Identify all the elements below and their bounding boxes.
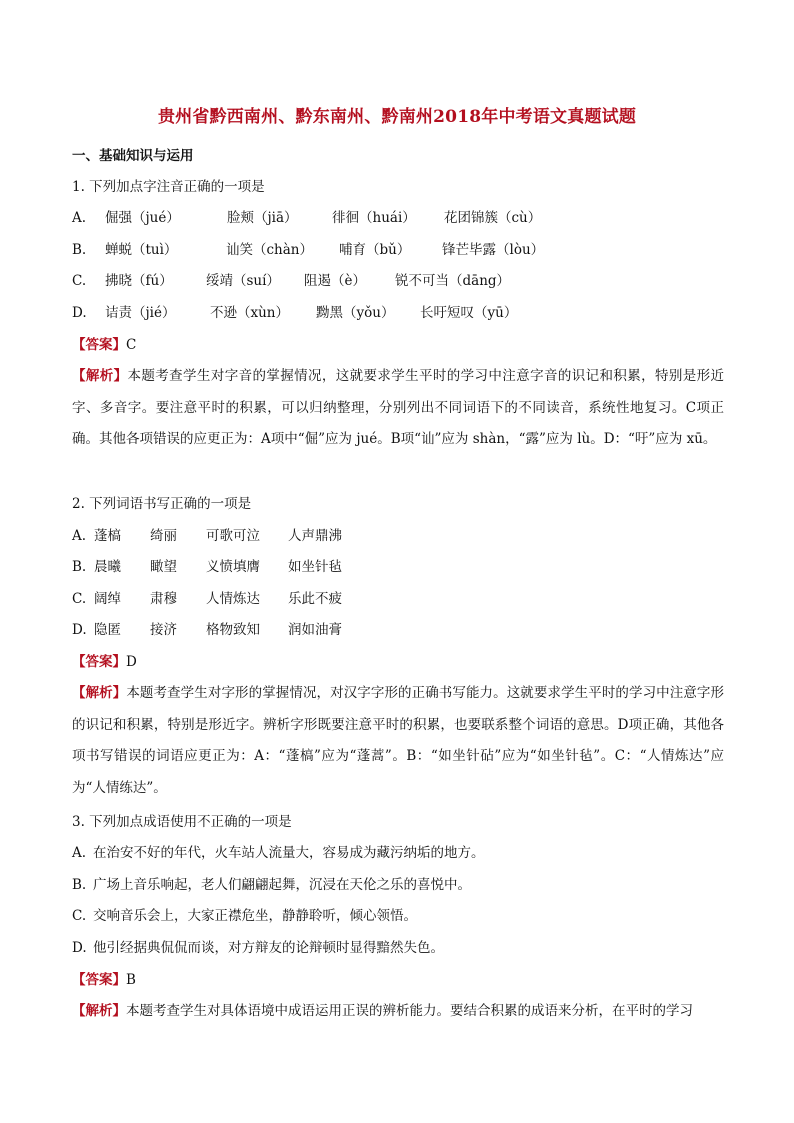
answer-value: C xyxy=(126,337,137,353)
question-3-option-b xyxy=(72,875,471,895)
question-3-analysis xyxy=(72,996,724,1028)
option-word: 蝉蜕（tuì） xyxy=(105,242,178,258)
option-word: 蓬槁 xyxy=(94,528,121,544)
answer-tag: 【答案】 xyxy=(72,337,126,353)
option-word: 哺育（bǔ） xyxy=(339,242,411,258)
analysis-tag: 【解析】 xyxy=(72,368,128,384)
option-word: 倔强（jué） xyxy=(105,210,180,226)
option-word: 锐不可当（dāng） xyxy=(395,273,511,289)
analysis-text: 本题考查学生对字形的掌握情况，对汉字字形的正确书写能力。这就要求学生平时的学习中注意字形的识记和积累，特别是形近字。辨析字形既要注意平时的积累，也要联系整个词语的意思。D项正确，其他各项书写错误的词语应更正为：A：“蓬槁”应为“蓬蒿”。B：“如坐针砧”应为“如坐针毡”。C：“人情炼达”应为“人情练达”。 xyxy=(72,685,725,796)
option-word: 义愤填膺 xyxy=(206,559,260,575)
option-word: 阔绰 xyxy=(94,591,121,607)
option-word: 脸颊（jiā） xyxy=(227,210,298,226)
question-2-answer xyxy=(72,652,137,672)
option-letter: B. xyxy=(72,559,87,575)
analysis-tag: 【解析】 xyxy=(72,1003,126,1019)
option-word: 长吁短叹（yū） xyxy=(420,305,518,321)
answer-value: B xyxy=(126,972,136,988)
question-1-answer xyxy=(72,335,136,355)
question-2-stem: 2. 下列词语书写正确的一项是 xyxy=(72,496,252,512)
question-3-answer xyxy=(72,970,136,990)
option-word: 肃穆 xyxy=(150,591,177,607)
option-word: 诘责（jié） xyxy=(105,305,176,321)
analysis-text: 本题考查学生对字音的掌握情况，这就要求学生平时的学习中注意字音的识记和积累，特别是形近字、多音字。要注意平时的积累，可以归纳整理，分别列出不同词语下的不同读音，系统性地复习。C项正确。其他各项错误的应更正为：A项中“倔”应为 jué。B项“讪”应为 shàn，“露”应为 lù。D：“吁”应为 xū。 xyxy=(72,368,725,447)
option-letter: A. xyxy=(72,210,87,226)
question-2-option-c xyxy=(72,589,342,609)
question-2-analysis xyxy=(72,678,724,804)
option-word: 人情炼达 xyxy=(206,591,260,607)
page-title: 贵州省黔西南州、黔东南州、黔南州2018年中考语文真题试题 xyxy=(157,107,637,127)
option-letter: D. xyxy=(72,940,87,956)
option-word: 锋芒毕露（lòu） xyxy=(442,242,545,258)
question-3-option-a xyxy=(72,843,485,863)
option-word: 接济 xyxy=(150,622,177,638)
option-letter: C. xyxy=(72,908,87,924)
question-2-option-b xyxy=(72,557,342,577)
question-1-stem: 1. 下列加点字注音正确的一项是 xyxy=(72,179,265,195)
option-word: 人声鼎沸 xyxy=(288,528,342,544)
question-3-stem: 3. 下列加点成语使用不正确的一项是 xyxy=(72,814,292,830)
option-letter: A. xyxy=(72,845,87,861)
option-word: 不逊（xùn） xyxy=(210,305,290,321)
option-word: 绮丽 xyxy=(150,528,177,544)
option-word: 瞰望 xyxy=(150,559,177,575)
question-2-option-a xyxy=(72,526,342,546)
option-word: 绥靖（suí） xyxy=(206,273,280,289)
option-text: 他引经据典侃侃而谈，对方辩友的论辩顿时显得黯然失色。 xyxy=(93,940,444,956)
option-letter: C. xyxy=(72,273,87,289)
option-word: 晨曦 xyxy=(94,559,121,575)
option-word: 隐匿 xyxy=(94,622,121,638)
section-heading: 一、基础知识与运用 xyxy=(72,148,194,164)
option-word: 可歌可泣 xyxy=(206,528,260,544)
option-word: 润如油膏 xyxy=(288,622,342,638)
option-word: 乐此不疲 xyxy=(288,591,342,607)
option-letter: D. xyxy=(72,622,87,638)
option-word: 徘徊（huái） xyxy=(332,210,416,226)
option-letter: D. xyxy=(72,305,87,321)
option-word: 花团锦簇（cù） xyxy=(444,210,542,226)
question-1-analysis xyxy=(72,361,724,456)
question-1-option-b xyxy=(72,240,544,260)
option-word: 格物致知 xyxy=(206,622,260,638)
option-word: 如坐针毡 xyxy=(288,559,342,575)
option-word: 黝黑（yǒu） xyxy=(316,305,395,321)
question-2-option-d xyxy=(72,620,342,640)
option-text: 在治安不好的年代，火车站人流量大，容易成为藏污纳垢的地方。 xyxy=(93,845,485,861)
question-1-option-c xyxy=(72,271,510,291)
analysis-text: 本题考查学生对具体语境中成语运用正误的辨析能力。要结合积累的成语来分析，在平时的学习 xyxy=(126,1003,693,1019)
option-letter: C. xyxy=(72,591,87,607)
question-3-option-d xyxy=(72,938,444,958)
analysis-tag: 【解析】 xyxy=(72,685,127,701)
question-1-option-a xyxy=(72,208,541,228)
option-letter: A. xyxy=(72,528,87,544)
option-text: 交响音乐会上，大家正襟危坐，静静聆听，倾心领悟。 xyxy=(93,908,417,924)
option-text: 广场上音乐响起，老人们翩翩起舞，沉浸在天伦之乐的喜悦中。 xyxy=(93,877,471,893)
option-letter: B. xyxy=(72,242,87,258)
question-3-option-c xyxy=(72,906,417,926)
question-1-option-d xyxy=(72,303,517,323)
option-word: 阻遏（è） xyxy=(304,273,366,289)
answer-tag: 【答案】 xyxy=(72,654,126,670)
option-letter: B. xyxy=(72,877,87,893)
option-word: 讪笑（chàn） xyxy=(226,242,313,258)
answer-value: D xyxy=(126,654,137,670)
answer-tag: 【答案】 xyxy=(72,972,126,988)
option-word: 拂晓（fú） xyxy=(105,273,173,289)
